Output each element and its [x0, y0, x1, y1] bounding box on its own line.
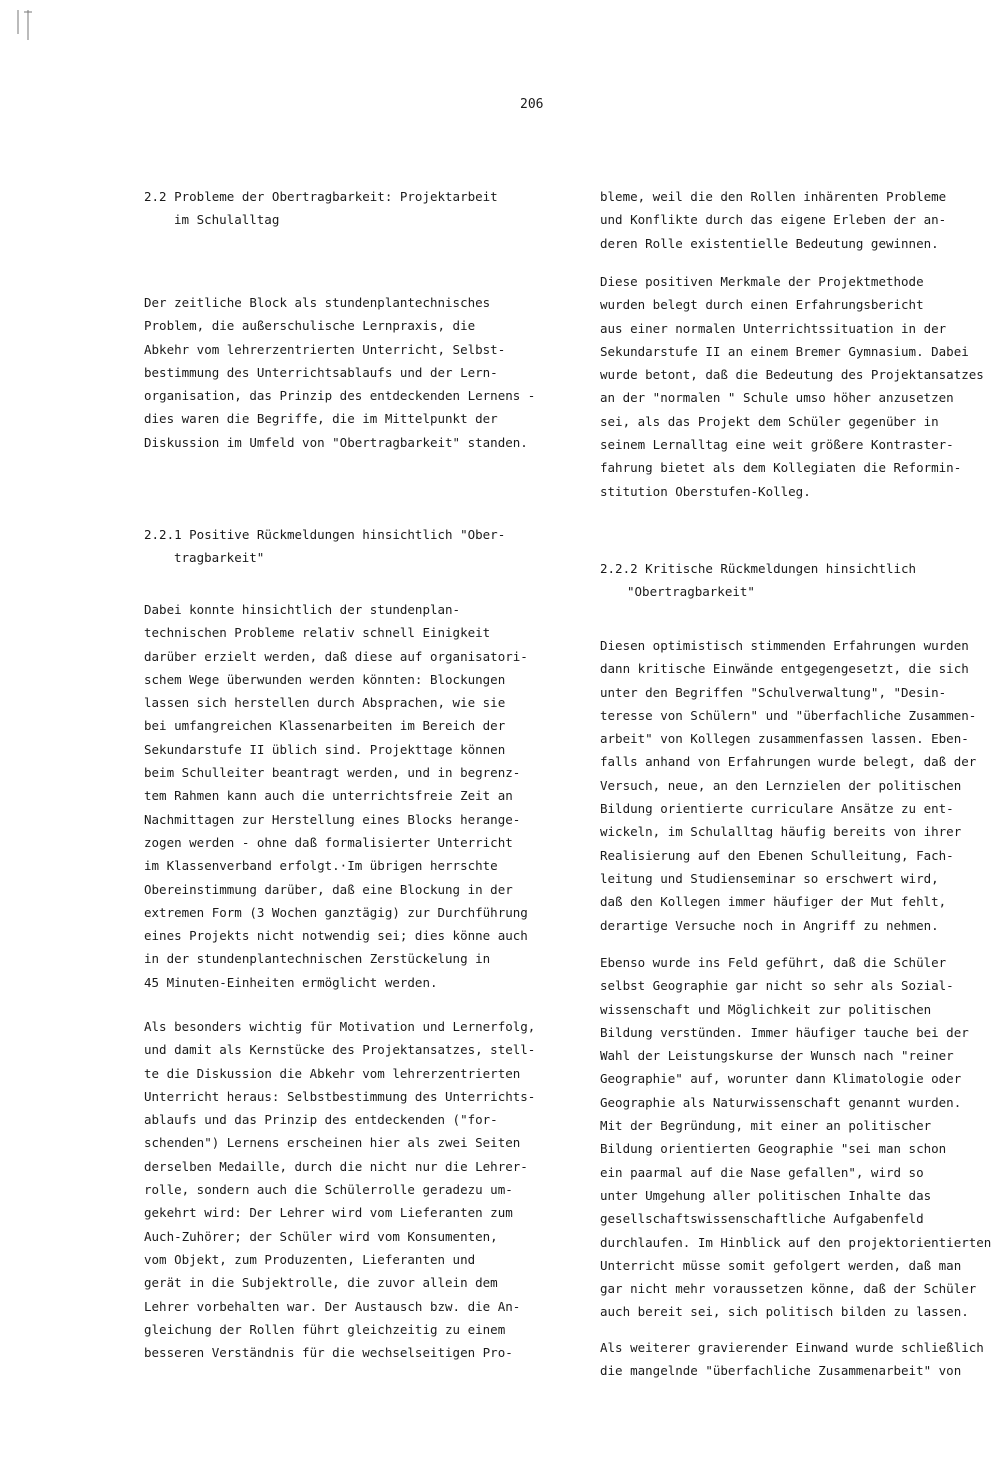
text-line: wurde betont, daß die Bedeutung des Projektansatzes	[600, 367, 984, 383]
text-line: tem Rahmen kann auch die unterrichtsfreie Zeit an	[144, 788, 513, 804]
heading-line: 2.2 Probleme der Obertragbarkeit: Projektarbeit	[144, 189, 498, 204]
text-line: Bildung orientierte curriculare Ansätze zu ent-	[600, 801, 954, 817]
text-line: und damit als Kernstücke des Projektansatzes, stell-	[144, 1042, 536, 1058]
text-line: in der stundenplantechnischen Zerstückelung in	[144, 951, 491, 967]
text-line: fahrung bietet als dem Kollegiaten die Reformin-	[600, 460, 962, 476]
text-line: falls anhand von Erfahrungen wurde belegt, daß der	[600, 754, 977, 770]
text-line: Problem, die außerschulische Lernpraxis, die	[144, 318, 476, 334]
text-line: wurden belegt durch einen Erfahrungsbericht	[600, 297, 924, 313]
text-line: an der "normalen " Schule umso höher anzusetzen	[600, 390, 954, 406]
paragraph	[600, 634, 976, 937]
text-line: sei, als das Projekt dem Schüler gegenüber in	[600, 413, 939, 429]
text-line: besseren Verständnis für die wechselseitigen Pro-	[144, 1345, 513, 1361]
heading-line: 2.2.2 Kritische Rückmeldungen hinsichtlich	[600, 561, 917, 576]
text-line: Lehrer vorbehalten war. Der Austausch bzw. die An-	[144, 1298, 521, 1314]
paragraph	[144, 291, 535, 454]
paragraph	[144, 1015, 535, 1364]
text-line: eines Projekts nicht notwendig sei; dies könne auch	[144, 928, 528, 944]
text-line: organisation, das Prinzip des entdeckenden Lernens -	[144, 388, 536, 404]
text-line: ablaufs und das Prinzip des entdeckenden ("for-	[144, 1112, 498, 1128]
text-line: Unterricht müsse somit gefolgert werden, daß man	[600, 1257, 962, 1273]
text-line: te die Diskussion die Abkehr vom lehrerzentrierten	[144, 1065, 521, 1081]
text-line: beim Schulleiter beantragt werden, und in begrenz-	[144, 765, 521, 781]
text-line: Mit der Begründung, mit einer an politischer	[600, 1118, 932, 1134]
text-line: 45 Minuten-Einheiten ermöglicht werden.	[144, 974, 438, 990]
text-line: Geographie" auf, worunter dann Klimatologie oder	[600, 1071, 962, 1087]
paragraph	[600, 185, 946, 255]
text-line: Diese positiven Merkmale der Projektmethode	[600, 274, 924, 289]
text-line: Obereinstimmung darüber, daß eine Blockung in der	[144, 881, 513, 897]
section-heading-2-2	[144, 185, 498, 232]
text-line: Realisierung auf den Ebenen Schulleitung, Fach-	[600, 847, 954, 863]
text-line: daß den Kollegen immer häufiger der Mut fehlt,	[600, 894, 947, 910]
text-line: Unterricht heraus: Selbstbestimmung des Unterrichts-	[144, 1088, 536, 1104]
text-line: Als weiterer gravierender Einwand wurde schließlich	[600, 1340, 984, 1355]
text-line: gesellschaftswissenschaftliche Aufgabenfeld	[600, 1211, 924, 1227]
text-line: darüber erzielt werden, daß diese auf organisatori-	[144, 648, 528, 664]
text-line: dies waren die Begriffe, die im Mittelpunkt der	[144, 411, 498, 427]
text-line: im Klassenverband erfolgt.·Im übrigen herrschte	[144, 858, 498, 874]
paragraph	[600, 270, 984, 503]
text-line: Nachmittagen zur Herstellung eines Blocks herange-	[144, 811, 521, 827]
text-line: derselben Medaille, durch die nicht nur die Lehrer-	[144, 1158, 528, 1174]
text-line: Als besonders wichtig für Motivation und Lernerfolg,	[144, 1019, 536, 1034]
text-line: unter den Begriffen "Schulverwaltung", "Desin-	[600, 684, 947, 700]
text-line: gerät in die Subjektrolle, die zuvor allein dem	[144, 1275, 498, 1291]
text-line: ein paarmal auf die Nase gefallen", wird so	[600, 1164, 924, 1180]
text-line: Wahl der Leistungskurse der Wunsch nach "reiner	[600, 1048, 954, 1064]
text-line: vom Objekt, zum Produzenten, Lieferanten und	[144, 1251, 476, 1267]
text-line: bei umfangreichen Klassenarbeiten im Bereich der	[144, 718, 506, 734]
text-line: Versuch, neue, an den Lernzielen der politischen	[600, 777, 962, 793]
text-line: auch bereit sei, sich politisch bilden zu lassen.	[600, 1304, 969, 1320]
text-line: durchlaufen. Im Hinblick auf den projektorientierten	[600, 1234, 992, 1250]
text-line: lassen sich herstellen durch Absprachen, wie sie	[144, 695, 506, 711]
text-line: technischen Probleme relativ schnell Einigkeit	[144, 625, 491, 641]
text-line: schenden") Lernens erscheinen hier als zwei Seiten	[144, 1135, 521, 1151]
text-line: Der zeitliche Block als stundenplantechnisches	[144, 295, 491, 310]
text-line: gar nicht mehr voraussetzen könne, daß der Schüler	[600, 1281, 977, 1297]
text-line: bestimmung des Unterrichtsablaufs und der Lern-	[144, 364, 498, 380]
text-line: Geographie als Naturwissenschaft genannt wurden.	[600, 1094, 962, 1110]
text-line: Sekundarstufe II üblich sind. Projekttage können	[144, 741, 506, 757]
paragraph	[144, 598, 528, 994]
text-line: derartige Versuche noch in Angriff zu nehmen.	[600, 917, 939, 933]
text-line: Auch-Zuhörer; der Schüler wird vom Konsumenten,	[144, 1228, 498, 1244]
text-line: seinem Lernalltag eine weit größere Kontraster-	[600, 437, 954, 453]
text-line: stitution Oberstufen-Kolleg.	[600, 483, 811, 499]
text-line: Dabei konnte hinsichtlich der stundenplan-	[144, 602, 461, 617]
text-line: dann kritische Einwände entgegengesetzt, die sich	[600, 661, 969, 677]
paragraph	[600, 1336, 984, 1383]
text-line: zogen werden - ohne daß formalisierter Unterricht	[144, 834, 513, 850]
text-line: die mangelnde "überfachliche Zusammenarbeit" von	[600, 1363, 962, 1379]
paragraph	[600, 951, 991, 1324]
text-line: gleichung der Rollen führt gleichzeitig zu einem	[144, 1321, 506, 1337]
section-heading-2-2-1	[144, 523, 505, 570]
text-line: arbeit" von Kollegen zusammenfassen lassen. Eben-	[600, 731, 969, 747]
heading-line: 2.2.1 Positive Rückmeldungen hinsichtlich "Ober-	[144, 527, 506, 542]
text-line: Sekundarstufe II an einem Bremer Gymnasium. Dabei	[600, 343, 969, 359]
text-line: wickeln, im Schulalltag häufig bereits von ihrer	[600, 824, 962, 840]
heading-line: "Obertragbarkeit"	[627, 584, 755, 600]
text-line: Bildung orientierten Geographie "sei man schon	[600, 1141, 947, 1157]
text-line: wissenschaft und Möglichkeit zur politischen	[600, 1001, 932, 1017]
text-line: unter Umgehung aller politischen Inhalte das	[600, 1187, 932, 1203]
page-number: 206	[520, 97, 544, 112]
text-line: bleme, weil die den Rollen inhärenten Probleme	[600, 189, 947, 204]
text-line: Abkehr vom lehrerzentrierten Unterricht, Selbst-	[144, 341, 506, 357]
text-line: Diesen optimistisch stimmenden Erfahrungen wurden	[600, 638, 969, 653]
heading-line: im Schulalltag	[174, 212, 280, 228]
text-line: und Konflikte durch das eigene Erleben der an-	[600, 212, 947, 228]
heading-line: tragbarkeit"	[174, 550, 265, 566]
text-line: schem Wege überwunden werden könnten: Blockungen	[144, 671, 506, 687]
text-line: selbst Geographie gar nicht so sehr als Sozial-	[600, 978, 954, 994]
text-line: extremen Form (3 Wochen ganztägig) zur Durchführung	[144, 904, 528, 920]
text-line: gekehrt wird: Der Lehrer wird vom Lieferanten zum	[144, 1205, 513, 1221]
scan-mark-icon	[10, 6, 40, 44]
text-line: Ebenso wurde ins Feld geführt, daß die Schüler	[600, 955, 947, 970]
text-line: leitung und Studienseminar so erschwert wird,	[600, 870, 939, 886]
text-line: aus einer normalen Unterrichtssituation in der	[600, 320, 947, 336]
text-line: Diskussion im Umfeld von "Obertragbarkeit" standen.	[144, 434, 528, 450]
text-line: teresse von Schülern" und "überfachliche Zusammen-	[600, 707, 977, 723]
text-line: deren Rolle existentielle Bedeutung gewinnen.	[600, 235, 939, 251]
text-line: Bildung verstünden. Immer häufiger tauche bei der	[600, 1024, 969, 1040]
section-heading-2-2-2	[600, 557, 916, 604]
text-line: rolle, sondern auch die Schülerrolle geradezu um-	[144, 1182, 513, 1198]
